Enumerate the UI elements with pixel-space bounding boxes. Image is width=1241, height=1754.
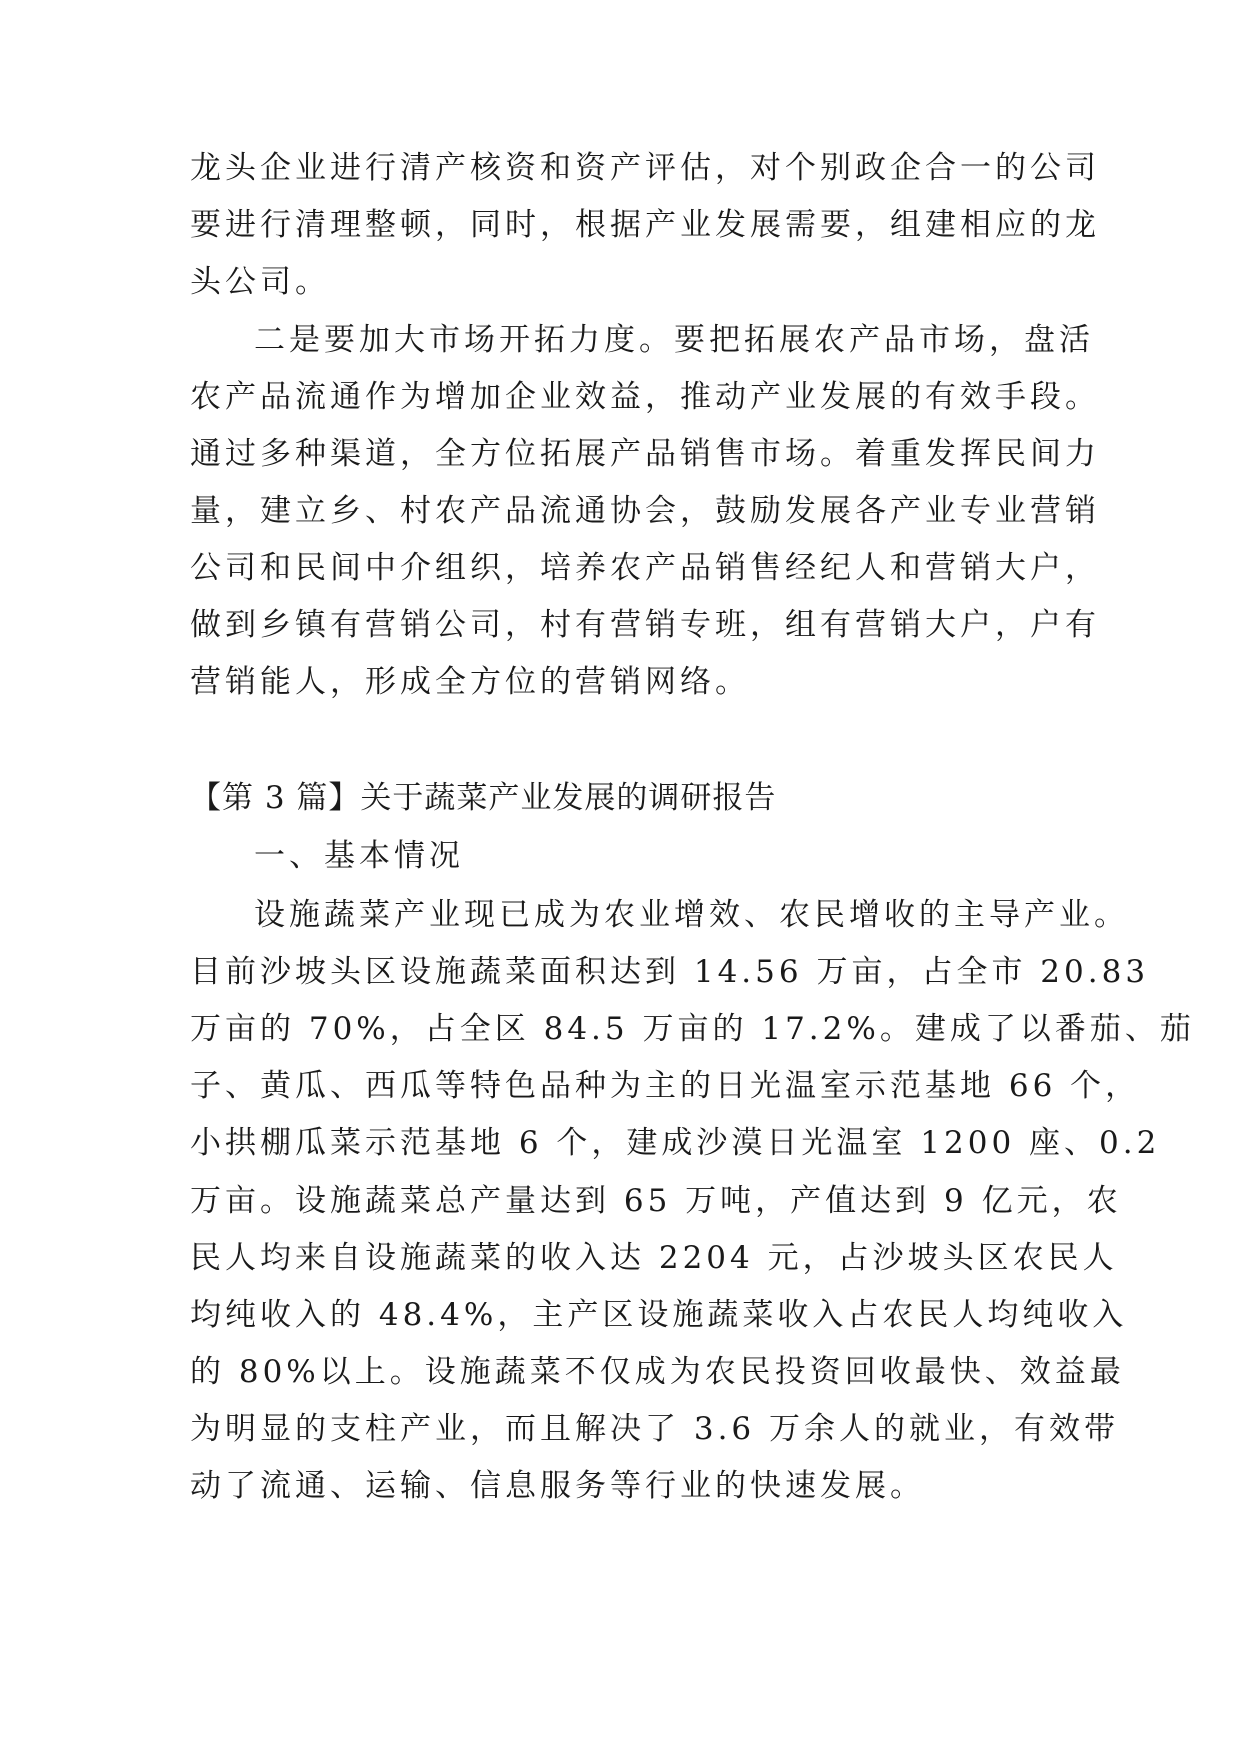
paragraph-line: 龙头企业进行清产核资和资产评估，对个别政企合一的公司 bbox=[190, 150, 1100, 186]
paragraph-line: 要进行清理整顿，同时，根据产业发展需要，组建相应的龙 bbox=[190, 207, 1100, 243]
paragraph-line: 子、黄瓜、西瓜等特色品种为主的日光温室示范基地 66 个， bbox=[190, 1068, 1141, 1104]
paragraph-line: 的 80%以上。设施蔬菜不仅成为农民投资回收最快、效益最 bbox=[190, 1354, 1125, 1390]
paragraph-line: 头公司。 bbox=[190, 264, 330, 300]
paragraph-line: 二是要加大市场开拓力度。要把拓展农产品市场，盘活 bbox=[254, 322, 1094, 358]
paragraph-line: 做到乡镇有营销公司，村有营销专班，组有营销大户，户有 bbox=[190, 607, 1100, 643]
paragraph-line: 营销能人，形成全方位的营销网络。 bbox=[190, 664, 750, 700]
paragraph-line: 为明显的支柱产业，而且解决了 3.6 万余人的就业，有效带 bbox=[190, 1411, 1120, 1447]
paragraph-line: 目前沙坡头区设施蔬菜面积达到 14.56 万亩，占全市 20.83 bbox=[190, 954, 1150, 990]
paragraph-line: 公司和民间中介组织，培养农产品销售经纪人和营销大户， bbox=[190, 550, 1100, 586]
paragraph-line: 万亩。设施蔬菜总产量达到 65 万吨，产值达到 9 亿元，农 bbox=[190, 1183, 1122, 1219]
paragraph-line: 小拱棚瓜菜示范基地 6 个，建成沙漠日光温室 1200 座、0.2 bbox=[190, 1125, 1161, 1161]
article-title: 【第 3 篇】关于蔬菜产业发展的调研报告 bbox=[190, 780, 777, 816]
paragraph-line: 通过多种渠道，全方位拓展产品销售市场。着重发挥民间力 bbox=[190, 436, 1100, 472]
section-subheading: 一、基本情况 bbox=[254, 838, 464, 874]
paragraph-line: 农产品流通作为增加企业效益，推动产业发展的有效手段。 bbox=[190, 379, 1100, 415]
paragraph-line: 量，建立乡、村农产品流通协会，鼓励发展各产业专业营销 bbox=[190, 493, 1100, 529]
paragraph-line: 设施蔬菜产业现已成为农业增效、农民增收的主导产业。 bbox=[254, 897, 1129, 933]
paragraph-line: 民人均来自设施蔬菜的收入达 2204 元，占沙坡头区农民人 bbox=[190, 1240, 1118, 1276]
paragraph-line: 万亩的 70%，占全区 84.5 万亩的 17.2%。建成了以番茄、茄 bbox=[190, 1011, 1195, 1047]
paragraph-line: 均纯收入的 48.4%，主产区设施蔬菜收入占农民人均纯收入 bbox=[190, 1297, 1128, 1333]
paragraph-line: 动了流通、运输、信息服务等行业的快速发展。 bbox=[190, 1468, 925, 1504]
